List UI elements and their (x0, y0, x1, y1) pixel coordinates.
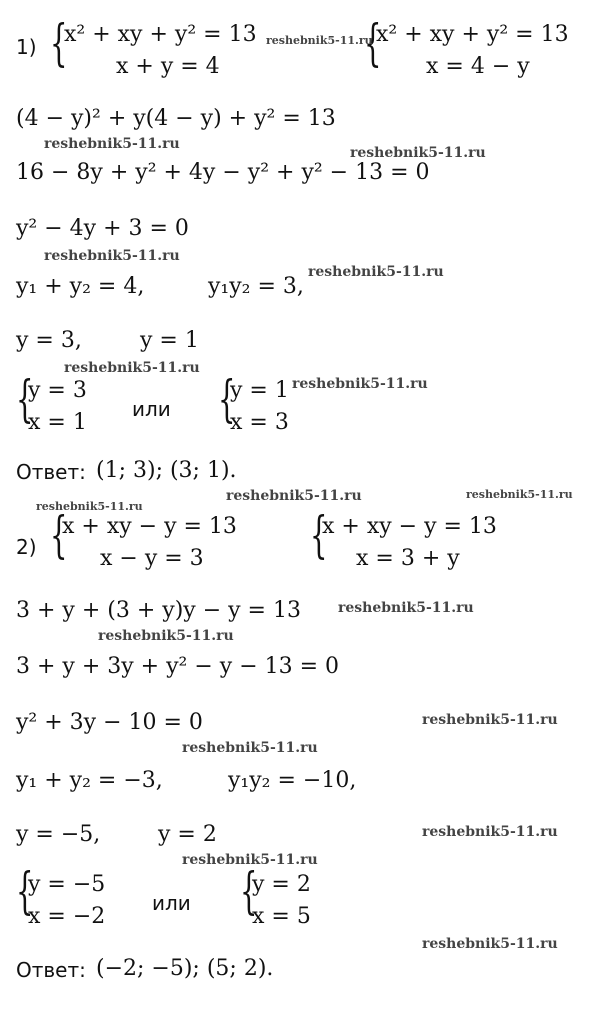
vieta-sum: y₁ + y₂ = −3, (16, 768, 163, 793)
root-2: y = 1 (140, 328, 199, 353)
equation: x + xy − y = 13 (322, 514, 497, 539)
step-2: 3 + y + 3y + y² − y − 13 = 0 (16, 654, 340, 679)
watermark: reshebnik5-11.ru (182, 740, 318, 756)
equation: y = 3 (28, 378, 87, 403)
equation: x² + xy + y² = 13 (64, 22, 257, 47)
watermark: reshebnik5-11.ru (98, 628, 234, 644)
watermark: reshebnik5-11.ru (422, 824, 558, 840)
brace-icon: { (364, 14, 382, 72)
equation: x + y = 4 (116, 54, 220, 79)
brace-icon: { (16, 370, 34, 428)
answer-label: Ответ: (16, 460, 86, 484)
equation: x = 4 − y (426, 54, 530, 79)
watermark: reshebnik5-11.ru (44, 136, 180, 152)
watermark: reshebnik5-11.ru (292, 376, 428, 392)
watermark: reshebnik5-11.ru (338, 600, 474, 616)
brace-icon: { (50, 14, 68, 72)
watermark: reshebnik5-11.ru (422, 712, 558, 728)
equation: x = −2 (28, 904, 106, 929)
answer-1: (1; 3); (3; 1). (96, 458, 237, 483)
equation: x + xy − y = 13 (62, 514, 237, 539)
step-2: 16 − 8y + y² + 4y − y² + y² − 13 = 0 (16, 160, 430, 185)
watermark: reshebnik5-11.ru (226, 488, 362, 504)
vieta-product: y₁y₂ = −10, (228, 768, 357, 793)
root-1: y = −5, (16, 822, 101, 847)
watermark: reshebnik5-11.ru (350, 145, 486, 161)
equation: y = −5 (28, 872, 106, 897)
equation: x = 3 (230, 410, 289, 435)
watermark: reshebnik5-11.ru (422, 936, 558, 952)
vieta-sum: y₁ + y₂ = 4, (16, 274, 145, 299)
step-3: y² − 4y + 3 = 0 (16, 216, 189, 241)
brace-icon: { (16, 862, 34, 920)
equation: x = 5 (252, 904, 311, 929)
equation: x = 1 (28, 410, 87, 435)
root-1: y = 3, (16, 328, 82, 353)
step-1: (4 − y)² + y(4 − y) + y² = 13 (16, 106, 336, 131)
root-2: y = 2 (158, 822, 217, 847)
vieta-product: y₁y₂ = 3, (208, 274, 304, 299)
equation: y = 1 (230, 378, 289, 403)
equation: x − y = 3 (100, 546, 204, 571)
watermark: reshebnik5-11.ru (308, 264, 444, 280)
equation: y = 2 (252, 872, 311, 897)
watermark: reshebnik5-11.ru (266, 34, 373, 47)
watermark: reshebnik5-11.ru (44, 248, 180, 264)
watermark: reshebnik5-11.ru (466, 488, 573, 501)
step-3: y² + 3y − 10 = 0 (16, 710, 203, 735)
or-label: или (152, 891, 191, 915)
brace-icon: { (50, 506, 68, 564)
step-1: 3 + y + (3 + y)y − y = 13 (16, 598, 301, 623)
equation: x = 3 + y (356, 546, 460, 571)
watermark: reshebnik5-11.ru (182, 852, 318, 868)
watermark: reshebnik5-11.ru (36, 500, 143, 513)
answer-2: (−2; −5); (5; 2). (96, 956, 274, 981)
equation: x² + xy + y² = 13 (376, 22, 569, 47)
problem-number-1: 1) (16, 35, 37, 59)
watermark: reshebnik5-11.ru (64, 360, 200, 376)
brace-icon: { (310, 506, 328, 564)
or-label: или (132, 397, 171, 421)
brace-icon: { (240, 862, 258, 920)
problem-number-2: 2) (16, 535, 37, 559)
brace-icon: { (218, 370, 236, 428)
answer-label: Ответ: (16, 958, 86, 982)
